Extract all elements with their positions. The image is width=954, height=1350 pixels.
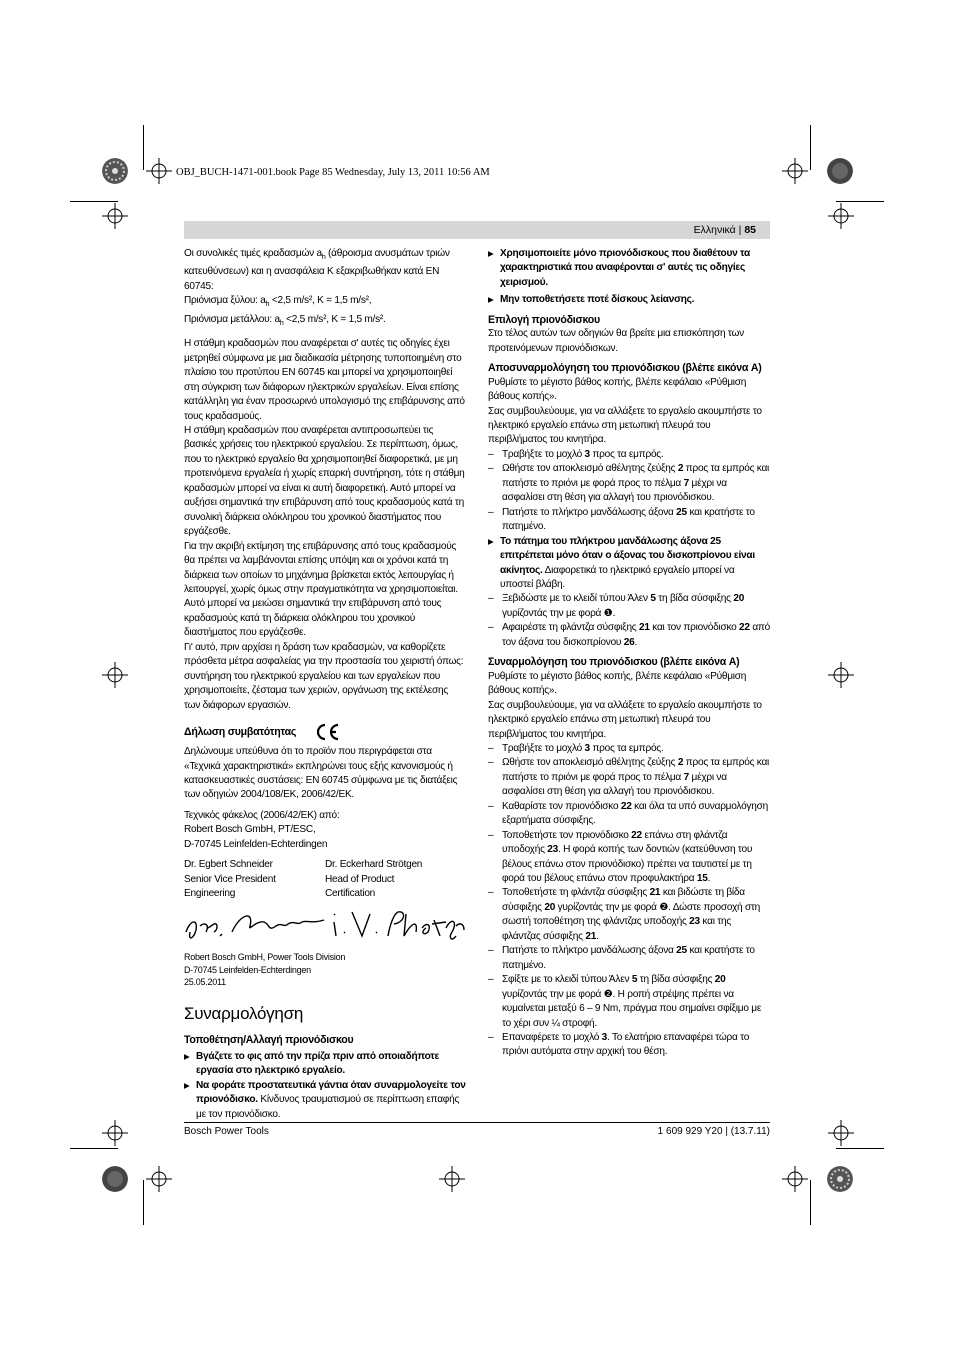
assembly-heading: Συναρμολόγηση xyxy=(184,1003,304,1023)
gray-disc-icon xyxy=(102,1166,128,1192)
registration-mark-icon xyxy=(146,1166,172,1192)
conformity-heading: Δήλωση συμβατότητας xyxy=(184,723,466,741)
footer-code: 1 609 929 Y20 | (13.7.11) xyxy=(657,1126,770,1137)
page-header xyxy=(694,224,756,236)
registration-mark-icon xyxy=(102,1120,128,1146)
disassembly-para-1: Ρυθμίστε το μέγιστο βάθος κοπής, βλέπε κεφάλαιο «Ρύθμιση βάθους κοπής». xyxy=(488,376,747,403)
address-line-1: Robert Bosch GmbH, Power Tools Division xyxy=(184,952,346,963)
disassembly-step-2: – Ωθήστε τον αποκλεισμό αθέλητης ζεύξης 2 προς τα εμπρός και πατήστε το πριόνι με φορά προς το πέλμα 7 μέχρι να ασφαλίσει στη θέση για αλλαγή του πριονόδισκου. xyxy=(488,462,770,505)
assembly-para-1: Ρυθμίστε το μέγιστο βάθος κοπής, βλέπε κεφάλαιο «Ρύθμιση βάθους κοπής». xyxy=(488,670,747,697)
conformity-text: Δηλώνουμε υπεύθυνα ότι το προϊόν που περιγράφεται στα «Τεχνικά χαρακτηριστικά» εκπληρώνει τους εξής κανονισμούς ή κατασκευαστικές συστάσεις: EN 60745 σύμφωνα με τις διατάξεις των οδηγιών 2004/108/EK, 2006/42/EK. xyxy=(184,746,458,801)
signatory-1-title-1: Senior Vice President xyxy=(184,873,276,885)
selection-heading: Επιλογή πριονόδισκου xyxy=(488,313,600,326)
header-bar xyxy=(184,221,770,239)
registration-mark-icon xyxy=(782,1166,808,1192)
assembly-blade-heading: Συναρμολόγηση του πριονόδισκου (βλέπε εικόνα A) xyxy=(488,656,740,669)
assembly-step-3: – Καθαρίστε τον πριονόδισκο 22 και όλα τα υπό συναρμολόγηση εξαρτήματα σύσφιξης. xyxy=(488,800,770,829)
vibration-metal: Πριόνισμα μετάλλου: $a_h <2,5$ m/s², K = 1,5 m/s². xyxy=(184,313,386,327)
vibration-para-3: Για την ακριβή εκτίμηση της επιβάρυνσης από τους κραδασμούς θα πρέπει να λαμβάνονται επίσης υπόψη και οι χρόνοι κατά τη διάρκεια των οποίων το μηχάνημα βρίσκεται εκτός λειτουργίας ή λειτουργεί, χωρίς όμως στην πραγματικότητα να χρησιμοποιείται. Αυτό μπορεί να μειώσει σημαντικά την επιβάρυνση από τους κραδασμούς κατά τη διάρκεια ολόκληρου του χρονικού διαστήματος που εργάζεσθε. xyxy=(184,540,458,639)
safety-bullet-gloves: ▶ Να φοράτε προστατευτικά γάντια όταν συναρμολογείτε τον πριονόδισκο. Κίνδυνος τραυματισμού σε περίπτωση επαφής με τον πριονόδισκο. xyxy=(184,1079,466,1122)
signatory-1-name: Dr. Egbert Schneider xyxy=(184,859,273,871)
address-block xyxy=(184,951,466,989)
handwritten-signatures xyxy=(184,902,466,946)
vibration-wood: Πριόνισμα ξύλου: $a_h <2,5$ m/s², K = 1,5 m/s², xyxy=(184,295,372,309)
assembly-step-4: – Τοποθετήστε τον πριονόδισκο 22 επάνω στη φλάντζα υποδοχής 23. Η φορά κοπής των δοντιών (κατεύθυνση του βέλους επάνω στον πριονόδισκο) πρέπει να ταυτιστεί με τη φορά του βέλους επάνω στον προφυλακτήρα 15. xyxy=(488,829,770,887)
vibration-para-1: Η στάθμη κραδασμών που αναφέρεται σ' αυτές τις οδηγίες έχει μετρηθεί σύμφωνα με μια διαδικασία μέτρησης τυποποιημένη στο πλαίσιο του προτύπου EN 60745 και μπορεί να χρησιμοποιηθεί στη σύγκριση των διάφορων ηλεκτρικών εργαλείων. Είναι επίσης κατάλληλη για έναν προσωρινό υπολογισμό της επιβάρυνσης από τους κραδασμούς. xyxy=(184,338,465,422)
disassembly-step-1: – Τραβήξτε το μοχλό 3 προς τα εμπρός. xyxy=(488,448,770,462)
vibration-intro: Οι συνολικές τιμές κραδασμών $a_h$ (άθροισμα ανυσμάτων τριών κατευθύνσεων) και η ανασφάλεια K εξακριβωθήκαν κατά EN 60745: xyxy=(184,248,450,292)
disassembly-para-2: Σας συμβουλεύουμε, για να αλλάξετε το εργαλείο ακουμπήστε το ηλεκτρικό εργαλείο επάνω στη μετωπική πλευρά του περιβλήματος του κινητήρα. xyxy=(488,405,762,446)
safety-bullet-blades: ▶ Χρησιμοποιείτε μόνο πριονόδισκους που διαθέτουν τα χαρακτηριστικά που αναφέρονται σ' αυτές τις οδηγίες χειρισμού. xyxy=(488,247,770,290)
disassembly-step-4: – Ξεβιδώστε με το κλειδί τύπου Άλεν 5 τη βίδα σύσφιξης 20 γυρίζοντάς την με φορά ❶. xyxy=(488,592,770,621)
safety-bullet-spindle-lock: ▶ Το πάτημα του πλήκτρου μανδάλωσης άξονα 25 επιτρέπεται μόνο όταν ο άξονας του δισκοπρίονου είναι ακίνητος. Διαφορετικά το ηλεκτρικό εργαλείο μπορεί να υποστεί βλάβη. xyxy=(488,535,770,593)
signatories xyxy=(184,858,466,901)
mount-heading: Τοποθέτηση/Αλλαγή πριονόδισκου xyxy=(184,1033,354,1046)
safety-bullet-no-grinding: ▶ Μην τοποθετήσετε ποτέ δίσκους λείανσης. xyxy=(488,293,770,307)
assembly-step-8: – Επαναφέρετε το μοχλό 3. Το ελατήριο επαναφέρει τώρα το πριόνι αυτόματα στην αρχική του θέση. xyxy=(488,1031,770,1060)
ce-mark-icon xyxy=(314,723,340,741)
vibration-para-4: Γι' αυτό, πριν αρχίσει η δράση των κραδασμών, να καθορίζετε πρόσθετα μέτρα ασφαλείας για την προστασία του χειριστή όπως: συντήρηση του ηλεκτρικού εργαλείου και των εργαλείων που χρησιμοποιείτε, ζέσταμα των χεριών, οργάνωση της εκτέλεσης των διάφορων εργασιών. xyxy=(184,641,464,711)
registration-mark-icon xyxy=(146,158,172,184)
address-line-2: D-70745 Leinfelden-Echterdingen xyxy=(184,964,311,975)
disassembly-step-5: – Αφαιρέστε τη φλάντζα σύσφιξης 21 και τον πριονόδισκο 22 από τον άξονα του δισκοπρίονου 26. xyxy=(488,621,770,650)
registration-mark-icon xyxy=(439,1166,465,1192)
tech-file-line-1: Τεχνικός φάκελος (2006/42/EK) από: xyxy=(184,809,340,821)
tech-file-line-2: Robert Bosch GmbH, PT/ESC, xyxy=(184,824,316,836)
selection-text: Στο τέλος αυτών των οδηγιών θα βρείτε μια επισκόπηση των προτεινόμενων πριονόδισκων. xyxy=(488,328,744,354)
vibration-para-2: Η στάθμη κραδασμών που αναφέρεται αντιπροσωπεύει τις βασικές χρήσεις του ηλεκτρικού εργαλείου. Σε περίπτωση, όμως, που το ηλεκτρικό εργαλείο θα χρησιμοποιηθεί διαφορετικά, με μη προτεινόμενα εργαλεία ή χωρίς επαρκή συντήρηση, τότε η στάθμη κραδασμών μπορεί να είναι κι αυτή διαφορετική. Αυτό μπορεί να αυξήσει σημαντικά την επιβάρυνση από τους κραδασμούς κατά τη συνολική διάρκεια ολόκληρου του χρονικού διαστήματος που εργάζεσθε. xyxy=(184,425,465,538)
print-slug: OBJ_BUCH-1471-001.book Page 85 Wednesday, July 13, 2011 10:56 AM xyxy=(176,167,490,178)
footer-rule xyxy=(184,1122,770,1123)
registration-mark-icon xyxy=(828,662,854,688)
signatory-2-title-1: Head of Product xyxy=(325,873,395,885)
registration-mark-icon xyxy=(782,158,808,184)
safety-bullet-unplug: ▶ Βγάζετε το φις από την πρίζα πριν από οποιαδήποτε εργασία στο ηλεκτρικό εργαλείο. xyxy=(184,1050,466,1079)
color-wheel-icon xyxy=(827,1166,853,1192)
assembly-step-6: – Πατήστε το πλήκτρο μανδάλωσης άξονα 25 και κρατήστε το πατημένο. xyxy=(488,944,770,973)
assembly-step-1: – Τραβήξτε το μοχλό 3 προς τα εμπρός. xyxy=(488,742,770,756)
left-column xyxy=(184,247,466,1122)
page-number: 85 xyxy=(744,224,756,236)
tech-file-line-3: D-70745 Leinfelden-Echterdingen xyxy=(184,838,328,850)
assembly-step-5: – Τοποθετήστε τη φλάντζα σύσφιξης 21 και βιδώστε τη βίδα σύσφιξης 20 γυρίζοντάς την με φορά ❷. Δώστε προσοχή στη σωστή τοποθέτηση της φλάντζας υποδοχής 23 και της φλάντζας σύσφιξης 21. xyxy=(488,886,770,944)
address-date: 25.05.2011 xyxy=(184,977,226,988)
color-wheel-icon xyxy=(102,158,128,184)
assembly-para-2: Σας συμβουλεύουμε, για να αλλάξετε το εργαλείο ακουμπήστε το ηλεκτρικό εργαλείο επάνω στη μετωπική πλευρά του περιβλήματος του κινητήρα. xyxy=(488,699,762,740)
registration-mark-icon xyxy=(828,1120,854,1146)
disassembly-step-3: – Πατήστε το πλήκτρο μανδάλωσης άξονα 25 και κρατήστε το πατημένο. xyxy=(488,506,770,535)
footer-brand: Bosch Power Tools xyxy=(184,1126,269,1137)
assembly-step-7: – Σφίξτε με το κλειδί τύπου Άλεν 5 τη βίδα σύσφιξης 20 γυρίζοντάς την με φορά ❷. Η ροπή στρέψης πρέπει να κυμαίνεται μεταξύ 6 – 9 Nm, πράγμα που σημαίνει σφίξιμο με το χέρι συν ¼ στροφή. xyxy=(488,973,770,1031)
disassembly-heading: Αποσυναρμολόγηση του πριονόδισκου (βλέπε εικόνα A) xyxy=(488,362,762,375)
assembly-step-2: – Ωθήστε τον αποκλεισμό αθέλητης ζεύξης 2 προς τα εμπρός και πατήστε το πριόνι με φορά προς το πέλμα 7 μέχρι να ασφαλίσει στη θέση για αλλαγή του πριονόδισκου. xyxy=(488,756,770,799)
right-column xyxy=(488,247,770,1060)
signatory-2-title-2: Certification xyxy=(325,888,376,900)
registration-mark-icon xyxy=(102,203,128,229)
gray-disc-icon xyxy=(827,158,853,184)
signatory-2-name: Dr. Eckerhard Strötgen xyxy=(325,859,423,871)
header-separator: | xyxy=(738,224,742,236)
signatory-1-title-2: Engineering xyxy=(184,888,236,900)
registration-mark-icon xyxy=(828,203,854,229)
registration-mark-icon xyxy=(102,662,128,688)
header-language: Ελληνικά xyxy=(693,224,736,236)
